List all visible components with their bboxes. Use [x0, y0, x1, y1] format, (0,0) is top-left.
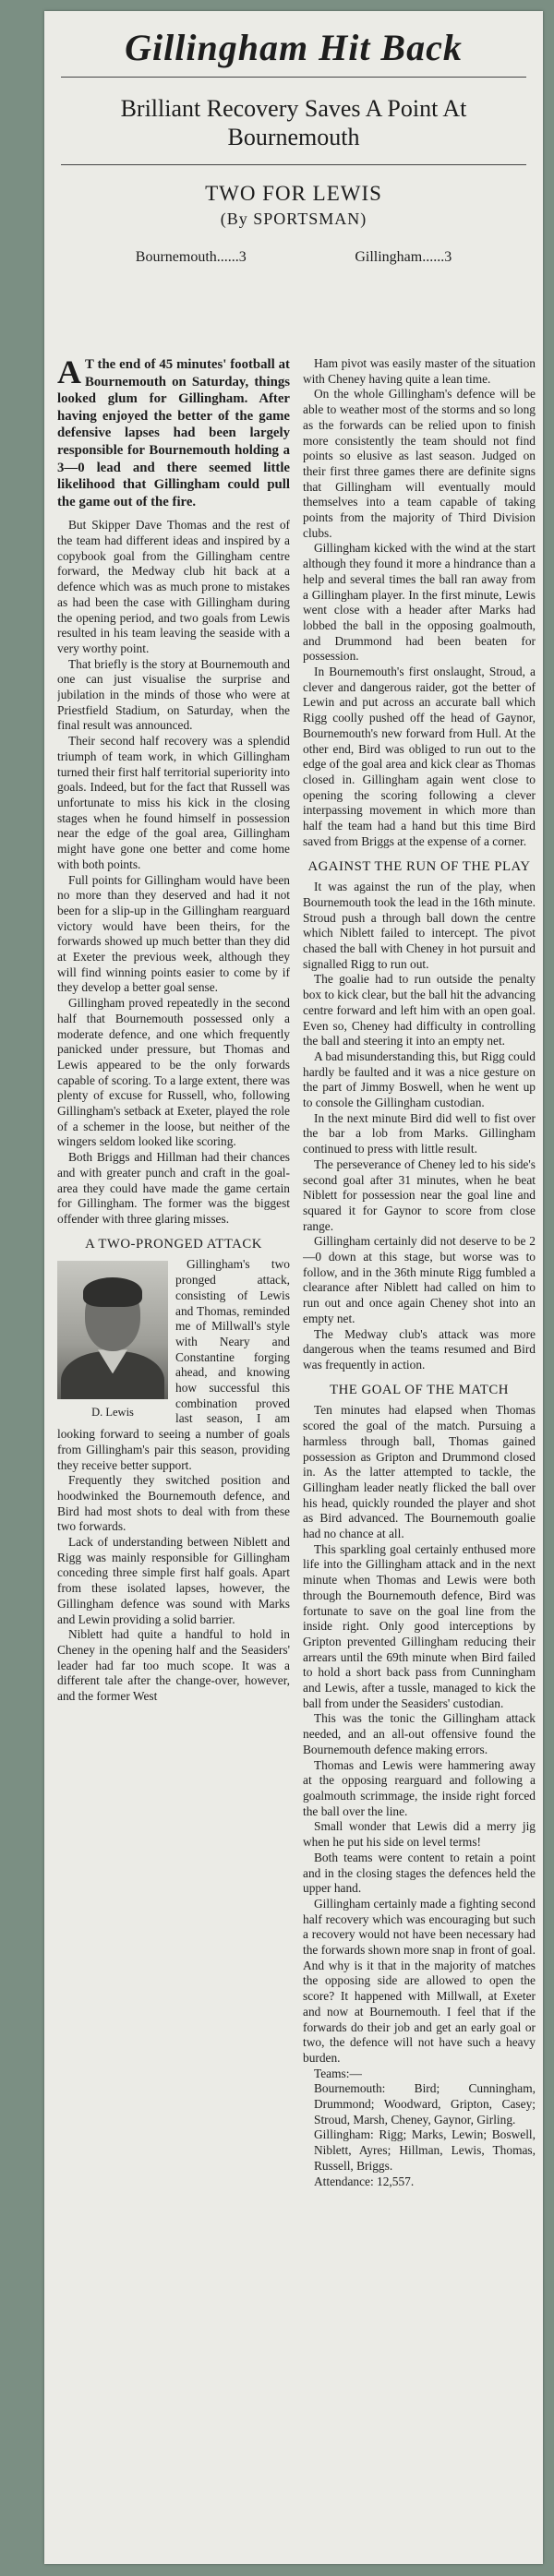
article-paragraph: It was against the run of the play, when Bournemouth took the lead in the 16th minute. Stroud push a through ball down the centre which Niblett failed to intercept. The pivot chased the ball with Cheney in hot pursuit and signalled Rigg to run out. [303, 880, 536, 971]
teams-heading: Teams:— [314, 2066, 362, 2080]
attendance: Attendance: 12,557. [314, 2174, 415, 2188]
article-paragraph: On the whole Gillingham's defence will be able to weather most of the storms and so long as the forwards can be relied upon to finish more consistently the team should not find points so elusive as last season. Judged on their first three games there are definite signs that Gillingham will eventually mould themselves into a team capable of taking points from the majority of Third Division clubs. [303, 387, 536, 540]
away-score: Gillingham......3 [355, 249, 452, 265]
kicker: TWO FOR LEWIS [205, 182, 382, 205]
lead-paragraph [57, 356, 290, 510]
article-paragraph: Gillingham certainly made a fighting second half recovery which was encouraging but such a recovery would not have been necessary had the forwards shown more snap in front of goal. And why is it that in the majority of matches the opposing side are allowed to open the score? It happened with Millwall, at Exeter and now at Bournemouth. I feel that if the forwards do their job and get an early goal or two, the defence will not have such a heavy burden. [303, 1896, 536, 2065]
portrait-image [57, 1261, 168, 1399]
headline: Gillingham Hit Back [125, 27, 463, 68]
home-score: Bournemouth......3 [135, 249, 247, 265]
lead-text: T the end of 45 minutes' football at Bournemouth on Saturday, things looked glum for Gillingham. After having enjoyed the better of the game defensive lapses had been largely responsible for Bournemouth holding a 3—0 lead and there seemed little likelihood that Gillingham could pull the game out of the fire. [57, 357, 290, 509]
divider [61, 164, 526, 165]
player-photo [57, 1261, 168, 1420]
teams-list [303, 2067, 536, 2190]
article-paragraph: Lack of understanding between Niblett and Rigg was mainly responsible for Gillingham conceding three simple first half goals. Apart from these isolated lapses, however, the Gillingham defence was sound with Marks and Lewin providing a solid barrier. [57, 1535, 290, 1626]
article-paragraph: Full points for Gillingham would have been no more than they deserved and had it not been for a slip-up in the Gillingham rearguard victory would have been theirs, for the forwards showed up much better than they did at Exeter the previous week, although they will find winning points easier to come by if they develop a better goal sense. [57, 872, 290, 995]
article-paragraph: Frequently they switched position and hoodwinked the Bournemouth defence, and Bird had most shots to deal with from these two forwards. [57, 1473, 290, 1534]
article-paragraph: Ham pivot was easily master of the situation with Cheney having quite a lean time. [303, 356, 536, 386]
article-paragraph: But Skipper Dave Thomas and the rest of the team had different ideas and inspired by a copybook goal from the Gillingham centre forward, the Medway club hit back at a defence which was as much prone to mistakes as had been the case with Gillingham during the opening period, and two goals from Lewis resulted in his team leaving the seaside with a very worthy point. [57, 518, 290, 655]
article-paragraph: Both Briggs and Hillman had their chances and with greater punch and craft in the goal-area they could have made the game certain for Gillingham. The former was the biggest offender with three glaring misses. [57, 1150, 290, 1226]
section-heading-two-pronged-attack: A TWO-PRONGED ATTACK [85, 1236, 262, 1252]
article-paragraph: Small wonder that Lewis did a merry jig when he put his side on level terms! [303, 1819, 536, 1850]
article-paragraph: Gillingham's two pronged attack, consisting of Lewis and Thomas, reminded me of Millwall's style with Neary and Constantine forging ahead, and knowing how successful this combination proved last season, I am looking forward to seeing a number of goals from Gillingham's pair this season, providing they receive better support. [57, 1257, 290, 1472]
article-paragraph: Ten minutes had elapsed when Thomas scored the goal of the match. Pursuing a harmless through ball, Thomas gained possession as Gripton and Drummond closed in. As the latter attempted to tackle, the Gillingham leader neatly flicked the ball over his head, quickly rounded the player and shot as Bird advanced. The Bournemouth goalie had no chance at all. [303, 1403, 536, 1541]
right-column [303, 356, 536, 2555]
left-column [57, 356, 290, 2555]
article-paragraph: This was the tonic the Gillingham attack needed, and an all-out offensive found the Bournemouth defence making errors. [303, 1711, 536, 1756]
newspaper-clipping [44, 11, 543, 2564]
drop-cap: A [57, 356, 81, 390]
article-paragraph: The Medway club's attack was more dangerous when the teams resumed and Bird was frequently in action. [303, 1326, 536, 1372]
article-body [57, 356, 534, 2555]
article-paragraph: In Bournemouth's first onslaught, Stroud, a clever and dangerous raider, got the better of Lewin and put across an accurate ball which Rigg coolly pushed off the head of Gaynor, Bournemouth's new forward from Hull. At the other end, Bird was obliged to run out to the edge of the goal area and kick clear as Thomas closed in. Gillingham again went close to opening the scoring following a clever interpassing movement in which more than half the team had a hand but this time Bird saved from Briggs at the expense of a corner. [303, 665, 536, 848]
photo-caption: D. Lewis [91, 1406, 134, 1420]
article-paragraph: Gillingham certainly did not deserve to be 2—0 down at this stage, but worse was to follow, and in the 36th minute Rigg fumbled a clearance after Niblett had called on him to run out and once again Cheney shot into an empty net. [303, 1234, 536, 1325]
article-paragraph: The perseverance of Cheney led to his side's second goal after 31 minutes, when he beat Niblett for possession near the goal line and squared it for Gaynor to score from close range. [303, 1156, 536, 1233]
score-line [81, 249, 506, 266]
article-paragraph: Both teams were content to retain a point and in the closing stages the defences held the upper hand. [303, 1850, 536, 1896]
teams-gillingham: Gillingham: Rigg; Marks, Lewin; Boswell, Niblett, Ayres; Hillman, Lewis, Thomas, Russell, Briggs. [314, 2127, 536, 2173]
article-paragraph: That briefly is the story at Bournemouth and one can just visualise the surprise and jubilation in the minds of those who were at Priestfield Stadium, on Saturday, when the final result was announced. [57, 656, 290, 733]
article-paragraph: A bad misunderstanding this, but Rigg could hardly be faulted and it was a nice gesture on the part of Jimmy Boswell, when he went up to console the Gillingham custodian. [303, 1048, 536, 1110]
article-paragraph: This sparkling goal certainly enthused more life into the Gillingham attack and in the next minute when Thomas and Lewis were both through the Bournemouth defence, Bird was fortunate to save on the goal line from the inside right. Only good interceptions by Gripton prevented Gillingham reducing their arrears until the 69th minute when Bird failed to hold a short back pass from Cunningham and Lewis, after a tussle, managed to kick the ball from under the Seasiders' custodian. [303, 1541, 536, 1710]
divider [61, 77, 526, 78]
article-paragraph: Gillingham kicked with the wind at the start although they found it more a hindrance than a help and several times the ball ran away from a Gillingham player. In the first minute, Lewis went close with a header after Marks had lobbed the ball in the opposing goalmouth, and Drummond had been beaten for possession. [303, 541, 536, 664]
section-heading-goal-of-match: THE GOAL OF THE MATCH [330, 1382, 509, 1397]
article-paragraph: Niblett had quite a handful to hold in Cheney in the opening half and the Seasiders' leader had far too much scope. It was a different tale after the change-over, however, and the former West [57, 1627, 290, 1704]
article-paragraph: Thomas and Lewis were hammering away at the opposing rearguard and following a goalmouth scrimmage, the inside right forced the ball over the line. [303, 1757, 536, 1818]
article-paragraph: The goalie had to run outside the penalty box to kick clear, but the ball hit the advancing centre forward and left him with an open goal. Even so, Cheney had difficulty in controlling the ball and steering it into an empty net. [303, 972, 536, 1048]
section-heading-against-run-of-play: AGAINST THE RUN OF THE PLAY [307, 858, 531, 874]
teams-bournemouth: Bournemouth: Bird; Cunningham, Drummond; Woodward, Gripton, Casey; Stroud, Marsh, Cheney, Gaynor, Girling. [314, 2081, 536, 2127]
article-paragraph: Gillingham proved repeatedly in the second half that Bournemouth possessed only a moderate defence, and one which frequently panicked under pressure, but Thomas and Lewis appeared to be the only forwards capable of scoring. To a large extent, there was plenty of excuse for Russell, who, following Gillingham's setback at Exeter, played the role of a schemer in the loose, but neither of the wingers seldom looked like scoring. [57, 996, 290, 1149]
article-paragraph: In the next minute Bird did well to fist over the bar a lob from Marks. Gillingham continued to press with little result. [303, 1110, 536, 1156]
subheadline: Brilliant Recovery Saves A Point At Bournemouth [120, 95, 467, 150]
article-paragraph: Their second half recovery was a splendid triumph of team work, in which Gillingham turned their first half territorial superiority into goals. Indeed, but for the fact that Russell was unfortunate to miss his kick in the closing stages when he found himself in possession near the edge of the goal area, Gillingham might have gone one better and come home with both points. [57, 734, 290, 871]
byline: (By SPORTSMAN) [220, 210, 367, 228]
